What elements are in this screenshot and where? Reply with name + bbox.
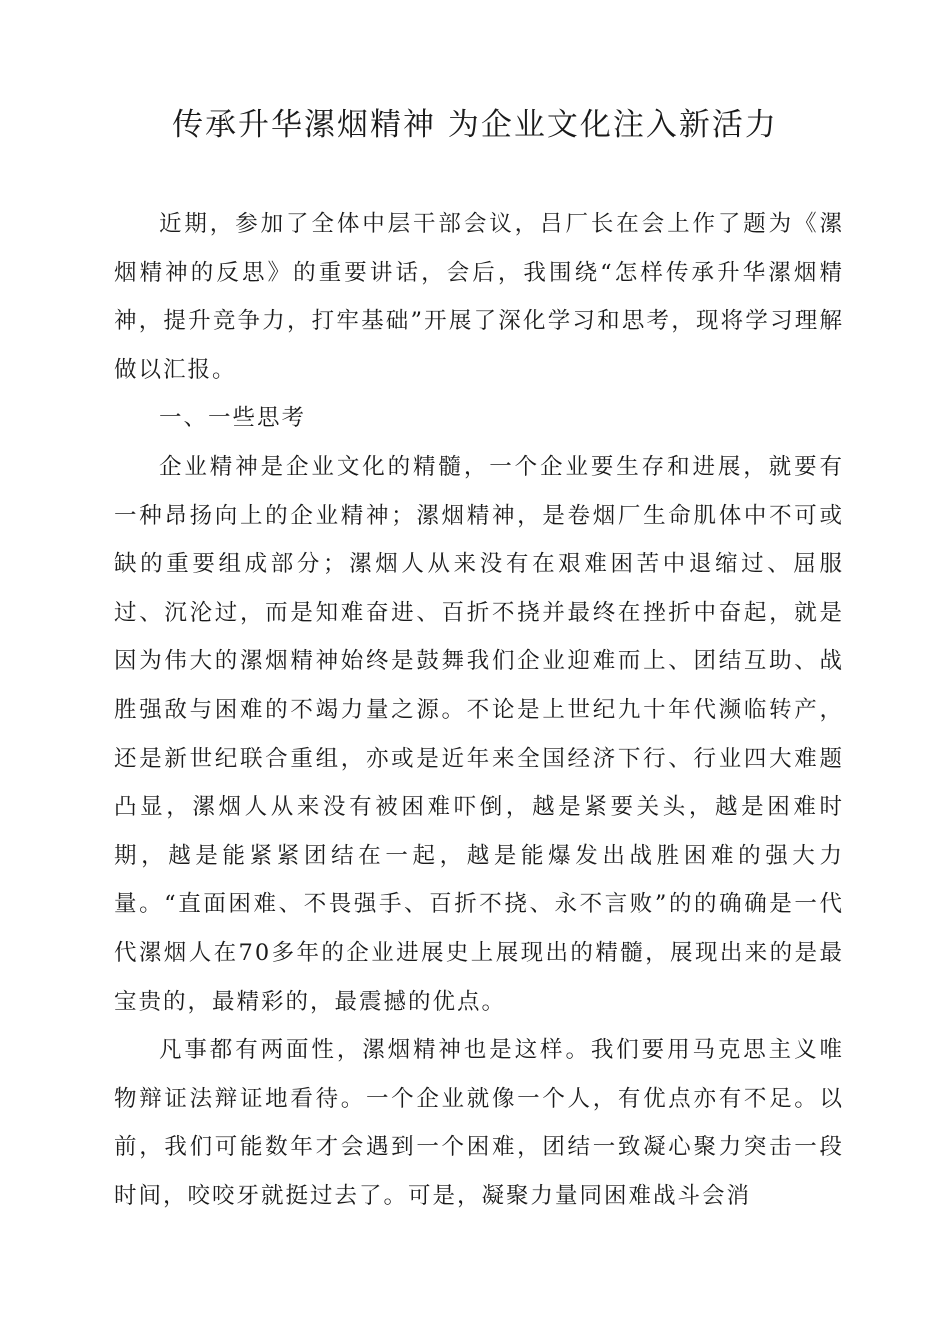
paragraph-intro: 近期，参加了全体中层干部会议，吕厂长在会上作了题为《漯烟精神的反思》的重要讲话，会后，我围绕“怎样传承升华漯烟精神，提升竞争力，打牢基础”开展了深化学习和思考，现将学习理解做以汇报。 [114,211,844,383]
document-body [114,200,844,1220]
paragraph-enterprise-spirit: 企业精神是企业文化的精髓，一个企业要生存和进展，就要有一种昂扬向上的企业精神；漯烟精神，是卷烟厂生命肌体中不可或缺的重要组成部分；漯烟人从来没有在艰难困苦中退缩过、屈服过、沉沦过，而是知难奋进、百折不挠并最终在挫折中奋起，就是因为伟大的漯烟精神始终是鼓舞我们企业迎难而上、团结互助、战胜强敌与困难的不竭力量之源。不论是上世纪九十年代濒临转产，还是新世纪联合重组，亦或是近年来全国经济下行、行业四大难题凸显，漯烟人从来没有被困难吓倒，越是紧要关头，越是困难时期，越是能紧紧团结在一起，越是能爆发出战胜困难的强大力量。“直面困难、不畏强手、百折不挠、永不言败”的的确确是一代代漯烟人在70多年的企业进展史上展现出的精髓，展现出来的是最宝贵的，最精彩的，最震撼的优点。 [114,453,844,1015]
section-heading: 一、一些思考 [159,405,307,432]
paragraph-two-sides: 凡事都有两面性，漯烟精神也是这样。我们要用马克思主义唯物辩证法辩证地看待。一个企业就像一个人，有优点亦有不足。以前，我们可能数年才会遇到一个困难，团结一致凝心聚力突击一段时间，咬咬牙就挺过去了。可是，凝聚力量同困难战斗会消 [114,1037,844,1209]
document-title: 传承升华漯烟精神 为企业文化注入新活力 [172,107,778,143]
